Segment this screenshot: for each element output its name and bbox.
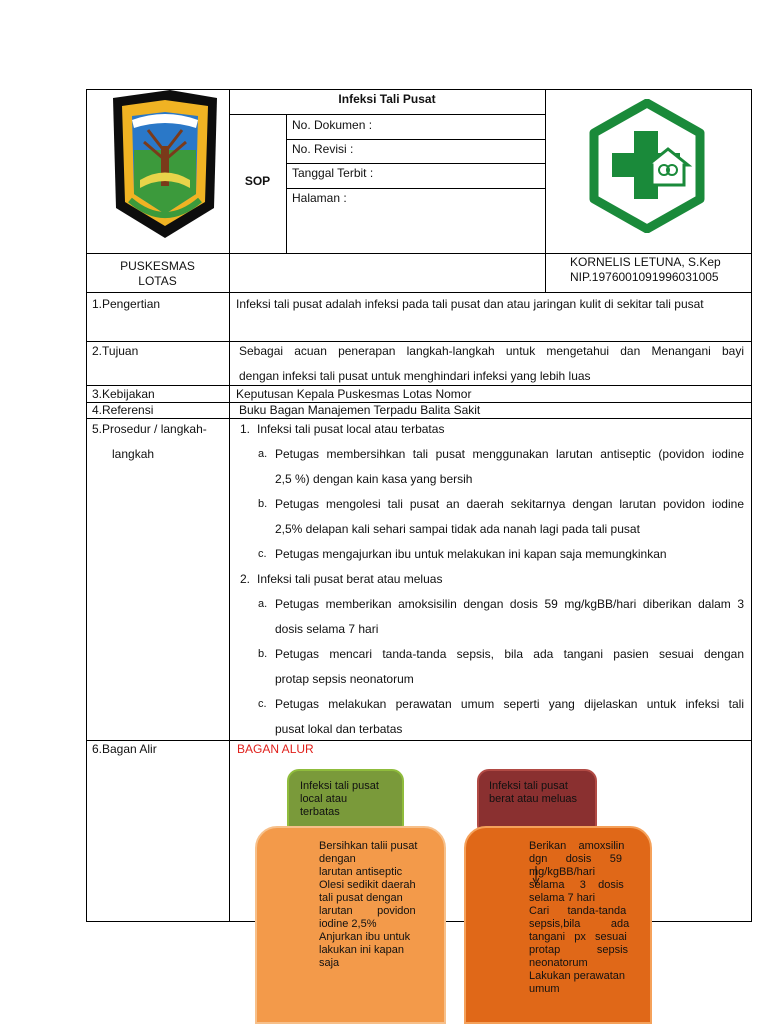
flow-severe-action-7: sepsis,bila ada	[529, 918, 630, 930]
step-2a-marker: a.	[258, 598, 268, 610]
row-divider-2	[86, 341, 752, 342]
sop-divider	[286, 114, 287, 253]
table-col-divider	[229, 89, 230, 922]
flow-severe-line-1: Infeksi tali pusat	[489, 780, 568, 792]
row-divider-6	[86, 740, 752, 741]
flow-local-action-7: iodine 2,5%	[319, 918, 377, 930]
organization-line-1: PUSKESMAS	[120, 259, 195, 273]
flow-severe-action-10: neonatorum	[529, 957, 588, 969]
table-border-left	[86, 89, 87, 922]
regency-emblem-logo	[110, 90, 220, 240]
step-2c-line-2: pusat lokal dan terbatas	[275, 722, 403, 736]
organization-line-2: LOTAS	[138, 274, 177, 288]
flow-local-action-2: dengan	[319, 853, 356, 865]
signer-block	[570, 255, 721, 285]
title-divider	[229, 114, 545, 115]
row-divider-3	[86, 385, 752, 386]
step-2c-marker: c.	[258, 698, 267, 710]
step-1b-line-2: 2,5% delapan kali sehari sampai tidak ada nanah lagi pada tali pusat	[275, 522, 640, 536]
meta-terbit: Tanggal Terbit :	[292, 166, 374, 180]
step-2b-marker: b.	[258, 648, 268, 660]
table-col-divider-right	[545, 89, 546, 292]
label-referensi: 4.Referensi	[92, 403, 154, 417]
flow-local-action-9: lakukan ini kapan	[319, 944, 405, 956]
step-1a-line-1: Petugas membersihkan tali pusat menggunakan larutan antiseptic (povidon iodine	[275, 447, 744, 461]
flow-local-action-1: Bersihkan talii pusat	[319, 840, 418, 852]
document-title: Infeksi Tali Pusat	[338, 92, 436, 106]
text-kebijakan: Keputusan Kepala Puskesmas Lotas Nomor	[236, 387, 472, 401]
signer-name: KORNELIS LETUNA, S.Kep	[570, 255, 721, 269]
text-tujuan-line-1: Sebagai acuan penerapan langkah-langkah untuk mengetahui dan Menangani bayi	[239, 344, 744, 358]
flow-severe-line-2: berat atau meluas	[489, 793, 578, 805]
flow-local-line-1: Infeksi tali pusat	[300, 780, 379, 792]
step-1-number: 1.	[240, 422, 251, 436]
text-referensi: Buku Bagan Manajemen Terpadu Balita Sakit	[239, 403, 481, 417]
label-prosedur-line-1: 5.Prosedur / langkah-	[92, 422, 207, 436]
step-1-title: Infeksi tali pusat local atau terbatas	[257, 422, 445, 436]
flow-severe-action-12: umum	[529, 983, 560, 995]
step-1b-line-1: Petugas mengolesi tali pusat an daerah sekitarnya dengan larutan povidon iodine	[275, 497, 744, 511]
flow-severe-action-4: selama 3 dosis	[529, 879, 624, 891]
row-divider-5	[86, 418, 752, 419]
meta-divider-2	[286, 163, 545, 164]
meta-dokumen: No. Dokumen :	[292, 118, 373, 132]
flow-local-action-4: Olesi sedikit daerah	[319, 879, 416, 891]
flow-severe-action-3: mg/kgBB/hari	[529, 866, 596, 878]
meta-revisi: No. Revisi :	[292, 142, 354, 156]
flow-box-severe-actions	[464, 826, 652, 1024]
flow-severe-action-1: Berikan amoxsilin	[529, 840, 625, 852]
label-pengertian: 1.Pengertian	[92, 297, 161, 311]
flow-severe-action-2: dgn dosis 59	[529, 853, 622, 865]
step-1a-line-2: 2,5 %) dengan kain kasa yang bersih	[275, 472, 473, 486]
flow-local-action-5: tali pusat dengan	[319, 892, 403, 904]
step-2b-line-2: protap sepsis neonatorum	[275, 672, 414, 686]
sop-label: SOP	[244, 174, 271, 188]
row-divider-1	[86, 292, 752, 293]
step-1c-line-1: Petugas mengajurkan ibu untuk melakukan ini kapan saja memungkinkan	[275, 547, 667, 561]
signer-nip: NIP.1976001091996031005	[570, 270, 719, 284]
label-bagan-alir: 6.Bagan Alir	[92, 742, 157, 756]
flow-local-action-3: larutan antiseptic	[319, 866, 403, 878]
meta-halaman: Halaman :	[292, 191, 347, 205]
step-2b-line-1: Petugas mencari tanda-tanda sepsis, bila ada tangani pasien sesuai dengan	[275, 647, 744, 661]
flow-local-line-3: terbatas	[300, 806, 340, 818]
flow-local-action-10: saja	[319, 957, 340, 969]
text-pengertian: Infeksi tali pusat adalah infeksi pada tali pusat dan atau jaringan kulit di sekitar tali pusat	[236, 297, 704, 311]
flow-severe-action-9: protap sepsis	[529, 944, 629, 956]
step-2a-line-2: dosis selama 7 hari	[275, 622, 379, 636]
bagan-alur-title: BAGAN ALUR	[237, 742, 314, 756]
table-border-right	[751, 89, 752, 922]
flow-local-line-2: local atau	[300, 793, 348, 805]
meta-divider-1	[286, 139, 545, 140]
step-2c-line-1: Petugas melakukan perawatan umum seperti yang dijelaskan untuk infeksi tali	[275, 697, 744, 711]
flow-box-local-actions	[255, 826, 446, 1024]
flow-severe-action-5: selama 7 hari	[529, 892, 596, 904]
step-2-title: Infeksi tali pusat berat atau meluas	[257, 572, 443, 586]
text-tujuan-line-2: dengan infeksi tali pusat untuk menghindari infeksi yang lebih luas	[239, 369, 591, 383]
flow-severe-action-6: Cari tanda-tanda	[529, 905, 627, 917]
flow-local-action-8: Anjurkan ibu untuk	[319, 931, 411, 943]
puskesmas-logo	[588, 99, 706, 233]
label-kebijakan: 3.Kebijakan	[92, 387, 155, 401]
flow-severe-action-11: Lakukan perawatan	[529, 970, 626, 982]
flow-arrow-icon	[532, 866, 540, 886]
step-2a-line-1: Petugas memberikan amoksisilin dengan dosis 59 mg/kgBB/hari diberikan dalam 3	[275, 597, 744, 611]
step-1c-marker: c.	[258, 548, 267, 560]
flow-local-action-6: larutan povidon	[319, 905, 416, 917]
label-tujuan: 2.Tujuan	[92, 344, 139, 358]
step-1a-marker: a.	[258, 448, 268, 460]
step-1b-marker: b.	[258, 498, 268, 510]
label-prosedur-line-2: langkah	[112, 447, 155, 461]
organization-name	[86, 259, 229, 289]
meta-divider-3	[286, 188, 545, 189]
step-2-number: 2.	[240, 572, 251, 586]
header-divider	[86, 253, 752, 254]
flow-severe-action-8: tangani px sesuai	[529, 931, 627, 943]
